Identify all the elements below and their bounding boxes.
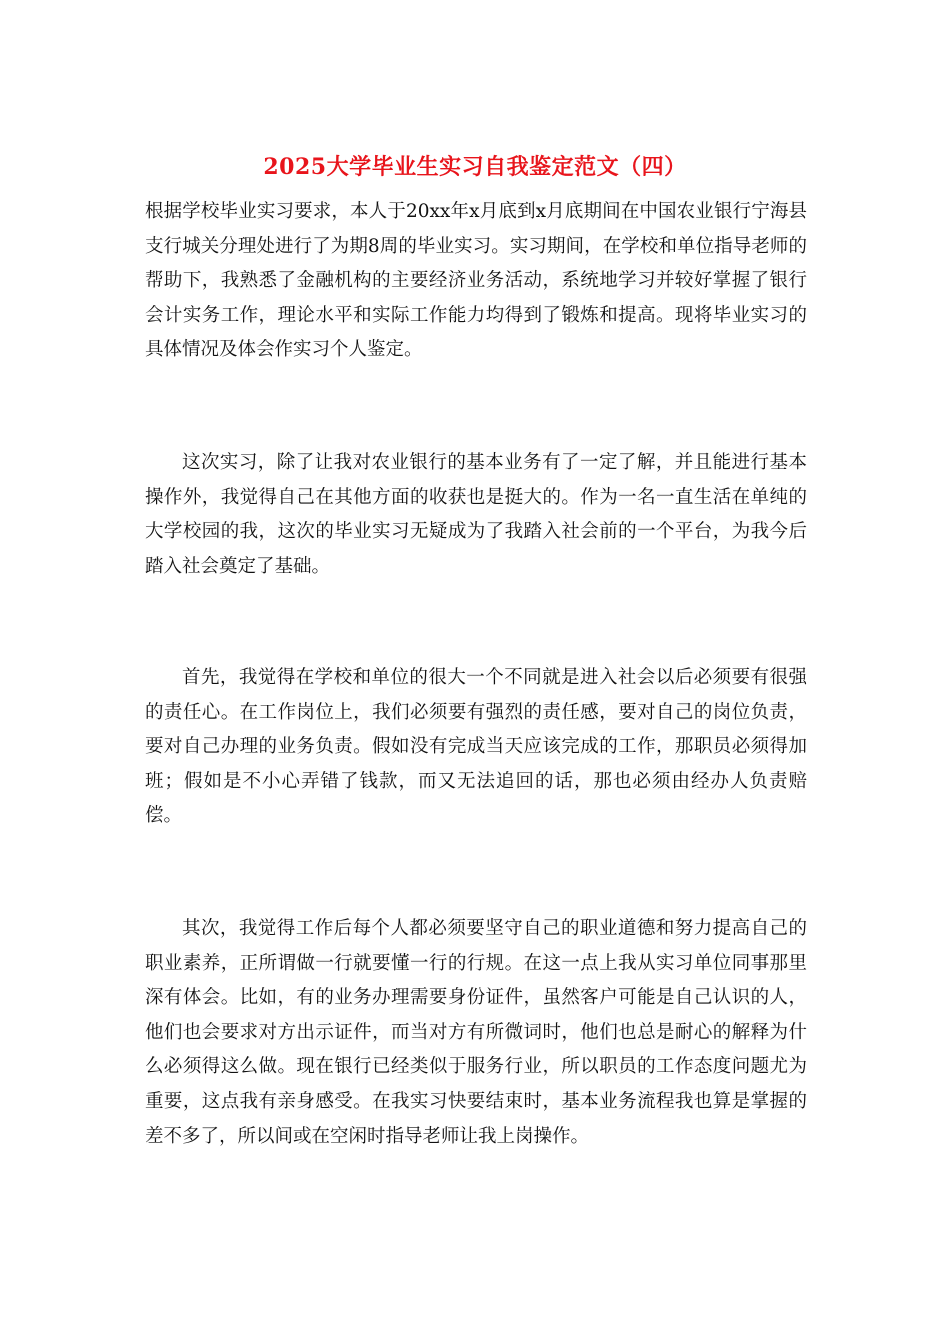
- paragraph-4: 其次，我觉得工作后每个人都必须要坚守自己的职业道德和努力提高自己的职业素养，正所谓做一行就要懂一行的行规。在这一点上我从实习单位同事那里深有体会。比如，有的业务办理需要身份证件，虽然客户可能是自己认识的人，他们也会要求对方出示证件，而当对方有所微词时，他们也总是耐心的解释为什么必须得这么做。现在银行已经类似于服务行业，所以职员的工作态度问题尤为重要，这点我有亲身感受。在我实习快要结束时，基本业务流程我也算是掌握的差不多了，所以间或在空闲时指导老师让我上岗操作。: [145, 918, 807, 1147]
- paragraph-intro: 根据学校毕业实习要求，本人于20xx年x月底到x月底期间在中国农业银行宁海县支行城关分理处进行了为期8周的毕业实习。实习期间，在学校和单位指导老师的帮助下，我熟悉了金融机构的主要经济业务活动，系统地学习并较好掌握了银行会计实务工作，理论水平和实际工作能力均得到了锻炼和提高。现将毕业实习的具体情况及体会作实习个人鉴定。: [145, 201, 807, 361]
- paragraph-2: 这次实习，除了让我对农业银行的基本业务有了一定了解，并且能进行基本操作外，我觉得自己在其他方面的收获也是挺大的。作为一名一直生活在单纯的大学校园的我，这次的毕业实习无疑成为了我踏入社会前的一个平台，为我今后踏入社会奠定了基础。: [145, 452, 807, 577]
- paragraph-3: 首先，我觉得在学校和单位的很大一个不同就是进入社会以后必须要有很强的责任心。在工作岗位上，我们必须要有强烈的责任感，要对自己的岗位负责，要对自己办理的业务负责。假如没有完成当天应该完成的工作，那职员必须得加班；假如是不小心弄错了钱款，而又无法追回的话，那也必须由经办人负责赔偿。: [145, 667, 807, 827]
- document-title: 2025大学毕业生实习自我鉴定范文（四）: [263, 154, 687, 180]
